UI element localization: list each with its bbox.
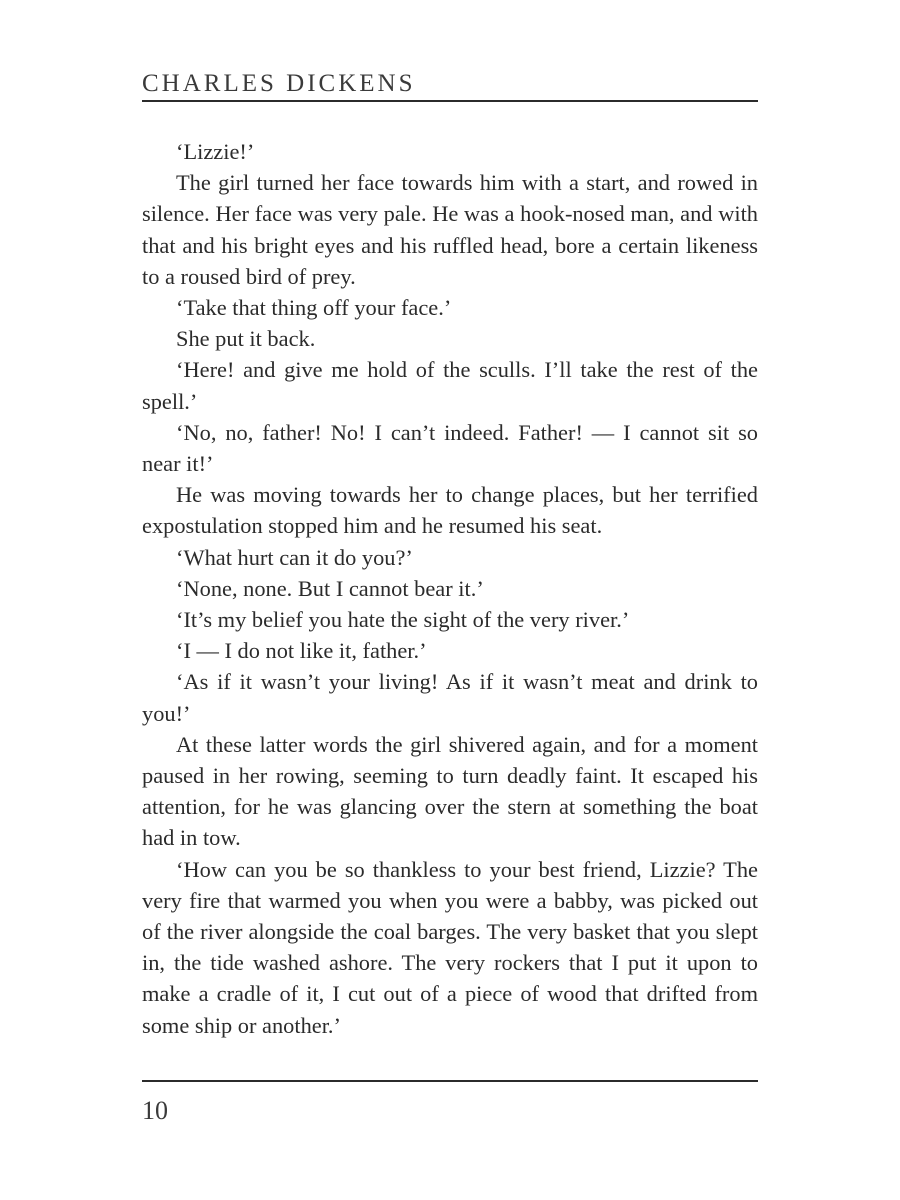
paragraph: ‘I — I do not like it, father.’ bbox=[176, 638, 427, 664]
paragraph: ‘No, no, father! No! I can’t indeed. Father! — I cannot sit so near it!’ bbox=[142, 419, 758, 477]
paragraph: He was moving towards her to change places, but her terrified expostulation stopped him and he resumed his seat. bbox=[142, 482, 758, 539]
page-number: 10 bbox=[142, 1096, 168, 1125]
paragraph: ‘As if it wasn’t your living! As if it wasn’t meat and drink to you!’ bbox=[142, 669, 758, 726]
paragraph: ‘It’s my belief you hate the sight of the very river.’ bbox=[176, 607, 630, 633]
paragraph: ‘None, none. But I cannot bear it.’ bbox=[176, 575, 484, 601]
paragraph: ‘What hurt can it do you?’ bbox=[176, 544, 413, 570]
paragraph: She put it back. bbox=[176, 326, 316, 352]
body-text bbox=[142, 136, 758, 1041]
header-rule bbox=[142, 100, 758, 102]
paragraph: ‘Here! and give me hold of the sculls. I’ll take the rest of the spell.’ bbox=[142, 357, 758, 414]
paragraph: The girl turned her face towards him with a start, and rowed in silence. Her face was very pale. He was a hook-nosed man, and with that and his bright eyes and his ruffled head, bore a certain likeness to a roused bird of prey. bbox=[142, 170, 758, 289]
footer-rule bbox=[142, 1080, 758, 1082]
running-head: CHARLES DICKENS bbox=[142, 70, 416, 97]
paragraph: ‘How can you be so thankless to your best friend, Lizzie? The very fire that warmed you when you were a babby, was picked out of the river alongside the coal barges. The very basket that you slept in, the tide washed ashore. The very rockers that I put it upon to make a cradle of it, I cut out of a piece of wood that drifted from some ship or another.’ bbox=[142, 856, 758, 1038]
paragraph: At these latter words the girl shivered again, and for a moment paused in her rowing, seeming to turn deadly faint. It escaped his attention, for he was glancing over the stern at something the boat had in tow. bbox=[142, 731, 758, 851]
paragraph: ‘Take that thing off your face.’ bbox=[176, 295, 452, 321]
paragraph: ‘Lizzie!’ bbox=[176, 139, 255, 164]
